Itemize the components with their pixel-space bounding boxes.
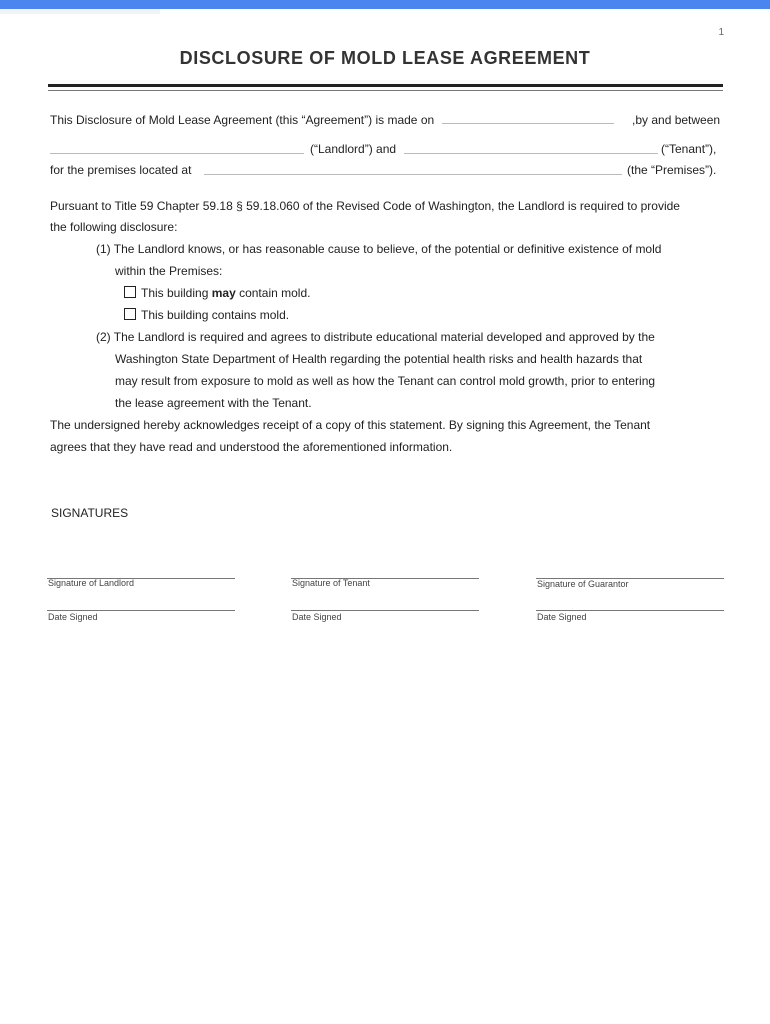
agreement-date-field[interactable]	[442, 113, 614, 124]
title-rule-thin	[48, 90, 723, 91]
item1-line-2: within the Premises:	[115, 264, 223, 278]
landlord-date-field[interactable]	[47, 610, 235, 611]
intro-text: This Disclosure of Mold Lease Agreement (this “Agreement”) is made on	[50, 113, 435, 127]
landlord-label: (“Landlord”) and	[310, 142, 397, 156]
option-may-contain-mold	[141, 285, 310, 301]
may-contain-mold-checkbox[interactable]	[124, 286, 136, 298]
tenant-signature-label: Signature of Tenant	[292, 578, 370, 588]
disclosure-line-1: Pursuant to Title 59 Chapter 59.18 § 59.18.060 of the Revised Code of Washington, the Landlord is required to provide	[50, 199, 680, 213]
option1-pre: This building	[141, 286, 212, 300]
item2-line-3: may result from exposure to mold as well as how the Tenant can control mold growth, prior to entering	[115, 374, 656, 388]
tenant-name-field[interactable]	[404, 143, 658, 154]
item1-line-1: (1) The Landlord knows, or has reasonable cause to believe, of the potential or definitive existence of mold	[96, 242, 662, 256]
disclosure-line-2: the following disclosure:	[50, 220, 178, 234]
document-title: DISCLOSURE OF MOLD LEASE AGREEMENT	[179, 48, 591, 68]
tenant-date-label: Date Signed	[292, 612, 342, 622]
option1-post: contain mold.	[235, 286, 311, 300]
item2-line-1: (2) The Landlord is required and agrees to distribute educational material developed and approved by the	[96, 330, 655, 344]
item2-line-2: Washington State Department of Health regarding the potential health risks and health hazards that	[115, 352, 643, 366]
signatures-heading: SIGNATURES	[51, 506, 129, 520]
guarantor-date-label: Date Signed	[537, 612, 587, 622]
landlord-date-label: Date Signed	[48, 612, 98, 622]
landlord-name-field[interactable]	[50, 143, 304, 154]
top-accent-bar	[0, 0, 770, 9]
item2-line-4: the lease agreement with the Tenant.	[115, 396, 312, 410]
premises-label: (the “Premises”).	[627, 163, 717, 177]
acknowledgement-line-2: agrees that they have read and understood the aforementioned information.	[50, 440, 453, 454]
page-number: 1	[718, 27, 724, 38]
guarantor-signature-label: Signature of Guarantor	[537, 579, 629, 589]
premises-text: for the premises located at	[50, 163, 192, 177]
option1-bold: may	[211, 286, 236, 300]
acknowledgement-line-1: The undersigned hereby acknowledges receipt of a copy of this statement. By signing this Agreement, the Tenant	[50, 418, 651, 432]
toolbar-shade	[0, 9, 160, 14]
intro-line-1	[50, 112, 614, 128]
option-contains-mold: This building contains mold.	[141, 308, 290, 322]
title-rule-thick	[48, 84, 723, 87]
guarantor-date-field[interactable]	[536, 610, 724, 611]
landlord-signature-label: Signature of Landlord	[48, 578, 135, 588]
intro-line-1-tail: ,by and between	[632, 113, 721, 127]
contains-mold-checkbox[interactable]	[124, 308, 136, 320]
tenant-label: (“Tenant”),	[661, 142, 717, 156]
premises-address-field[interactable]	[204, 164, 622, 175]
tenant-date-field[interactable]	[291, 610, 479, 611]
